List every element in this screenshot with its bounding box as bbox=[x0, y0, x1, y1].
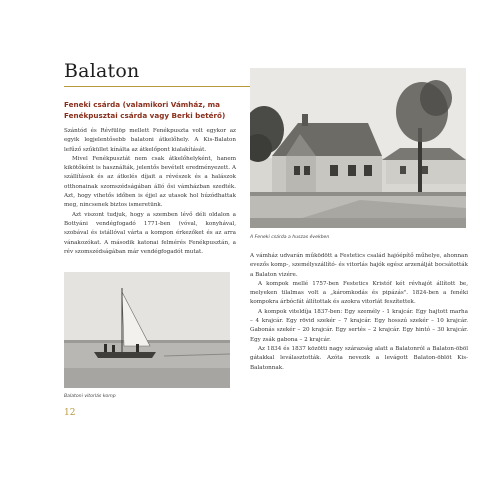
csarda-photo bbox=[250, 68, 466, 228]
sailing-ferry-caption: Balatoni vitorlás komp bbox=[64, 394, 116, 399]
left-paragraph: Szántód és Révfülöp mellett Fenékpuszta volt egykor az egyik legjelentősebb balatoni átkelőhely. A Kis-Balaton lefűző szűküllet kínálta az átkelőpont kialakítását. bbox=[64, 128, 236, 153]
left-paragraph: Azt viszont tudjuk, hogy a szemben lévő déli oldalon a Bottyáni vendégfogadó 1771-ben (vóval, konyhával, szobával és istállóval várta a kompon érkezőket és az arra vánakozókat. A második katonai felmérés Fenékpusztán, a rév szomszédságában már vendégfogadót mutat. bbox=[64, 211, 236, 255]
csarda-photo-caption: A Feneki csárda a huszas években bbox=[250, 235, 330, 240]
sailing-ferry-photo bbox=[64, 272, 230, 388]
right-paragraph: A kompok viteldíja 1837-ben: Egy személy - 1 krajcár. Egy hajtott marha – 4 krajcár. Egy rövid szekér – 7 krajcár. Egy hosszú szekér – 10 krajcár. Gabonás szekér – 20 krajcár. Egy sertés – 2 krajcár. Egy hintó – 30 krajcár. Egy zsák gabona – 2 krajcár. bbox=[250, 308, 468, 343]
page-number: 12 bbox=[64, 408, 76, 418]
page-title: Balaton bbox=[64, 60, 140, 82]
right-paragraph: A kompok mellé 1757-ben Festetics Kristóf két révhajót állított be, melyeken tilalmas volt a „káromkodás és pipázás". 1824-ben a fenéki kompokra árbócfát állítottak és azokra vitorlát feszítettek. bbox=[250, 280, 468, 306]
right-paragraph: A vámház udvarán működött a Festetics család hajóépítő műhelye, ahonnan evezős komp-, személyszállító- és vitorlás hajók egész arzenálját bocsátották a Balaton vizére. bbox=[250, 253, 468, 278]
left-column-text bbox=[64, 127, 236, 257]
right-paragraph: Az 1834 és 1837 közötti nagy szárazság alatt a Balatonról a Balaton-öböl gátakkal leválasztották. Azóta nevezik a levágott Balaton-öblöt Kis-Balatonnak. bbox=[250, 345, 468, 371]
right-column-text bbox=[250, 252, 468, 373]
section-heading: Feneki csárda (valamikori Vámház, ma Fenékpusztai csárda vagy Berki betérő) bbox=[64, 100, 226, 120]
left-paragraph: Mivel Fenékpusztát nem csak átkelőhelyként, hanem kikötőként is használták, jelentős bevételt eredményezett. A szállítások és az átkelés díjait a révészek és a halászok otthonainak szomszédságában álló ősi vámházban szedték. Azt, hogy vihetős időben is éjjel az utasok hol húzódhattak meg, nincsenek biztos ismeretünk. bbox=[64, 155, 236, 209]
